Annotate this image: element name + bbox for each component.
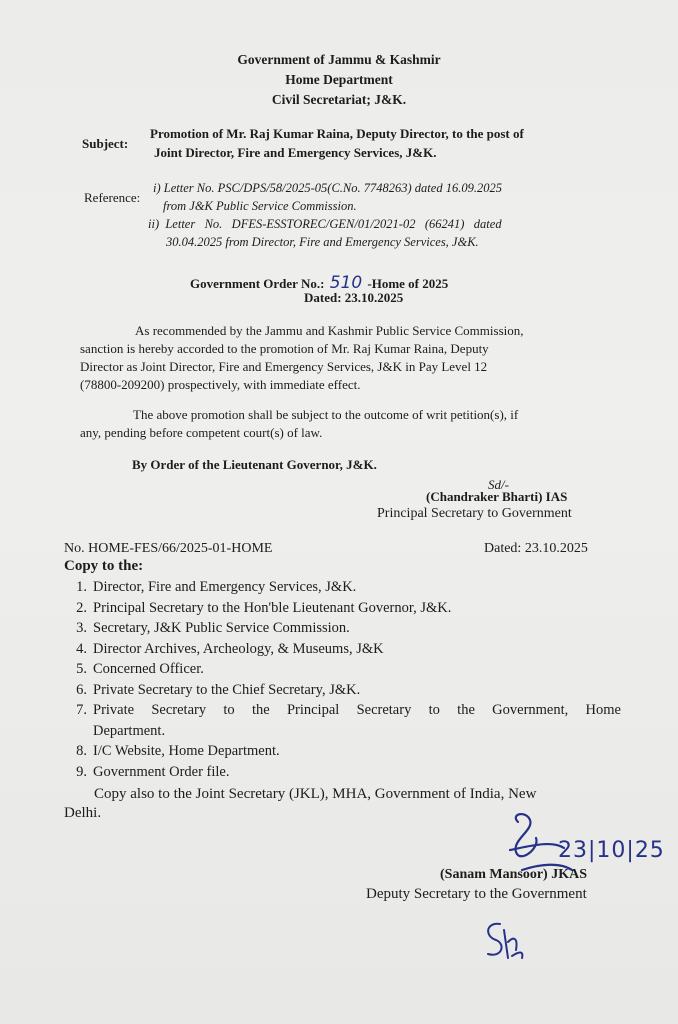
reference-item-1: i) Letter No. PSC/DPS/58/2025-05(C.No. 7748263) dated 16.09.2025 xyxy=(153,181,502,195)
signatory2-title: Deputy Secretary to the Government xyxy=(366,886,587,902)
header-department: Home Department xyxy=(285,72,393,87)
by-order-line: By Order of the Lieutenant Governor, J&K. xyxy=(132,457,377,472)
subject-line-2: Joint Director, Fire and Emergency Services, J&K. xyxy=(154,145,437,160)
signatory1-title: Principal Secretary to Government xyxy=(377,506,572,521)
list-item: 3. Secretary, J&K Public Service Commission. xyxy=(76,620,350,636)
signatory2-name: (Sanam Mansoor) JKAS xyxy=(440,867,588,882)
list-item: 1. Director, Fire and Emergency Services, J&K. xyxy=(76,579,357,595)
signatory1-name: (Chandraker Bharti) IAS xyxy=(426,489,568,504)
memo-number: No. HOME-FES/66/2025-01-HOME xyxy=(64,541,273,556)
subject-line-1: Promotion of Mr. Raj Kumar Raina, Deputy Director, to the post of xyxy=(150,126,524,141)
handwritten-initials xyxy=(478,918,528,964)
para2-line-1: The above promotion shall be subject to the outcome of writ petition(s), if xyxy=(133,407,519,422)
order-suffix: -Home of 2025 xyxy=(367,276,449,291)
order-handwritten-number: 510 xyxy=(329,273,363,293)
order-prefix: Government Order No.: xyxy=(190,276,325,291)
list-item: 9. Government Order file. xyxy=(76,763,230,780)
para1-line-1: As recommended by the Jammu and Kashmir Public Service Commission, xyxy=(135,323,524,338)
header-government: Government of Jammu & Kashmir xyxy=(237,52,441,67)
copy-also-line-1: Copy also to the Joint Secretary (JKL), MHA, Government of India, New xyxy=(94,786,537,802)
para1-line-2: sanction is hereby accorded to the promotion of Mr. Raj Kumar Raina, Deputy xyxy=(80,341,489,356)
list-item: 8. I/C Website, Home Department. xyxy=(76,743,280,759)
para2-line-2: any, pending before competent court(s) of law. xyxy=(80,425,323,440)
header-secretariat: Civil Secretariat; J&K. xyxy=(271,92,407,107)
list-item: 4. Director Archives, Archeology, & Museums, J&K xyxy=(76,640,384,657)
copy-list xyxy=(69,577,621,782)
copy-also-line-2: Delhi. xyxy=(64,805,102,821)
reference-label: Reference: xyxy=(84,190,141,205)
reference-item-2-cont: 30.04.2025 from Director, Fire and Emergency Services, J&K. xyxy=(166,235,479,249)
handwritten-date: 23|10|25 xyxy=(558,838,665,863)
order-dated: Dated: 23.10.2025 xyxy=(304,290,404,305)
signatory1-sd: Sd/- xyxy=(488,477,509,492)
para1-line-3: Director as Joint Director, Fire and Emergency Services, J&K in Pay Level 12 xyxy=(80,359,488,374)
list-item: 2. Principal Secretary to the Hon'ble Lieutenant Governor, J&K. xyxy=(76,599,452,616)
reference-item-2: ii) Letter No. DFES-ESSTOREC/GEN/01/2021-02 (66241) dated xyxy=(148,217,502,231)
list-item: 7. Private Secretary to the Principal Secretary to the Government, Home Department. xyxy=(76,702,621,739)
reference-item-1-cont: from J&K Public Service Commission. xyxy=(163,199,357,213)
list-item: 6. Private Secretary to the Chief Secretary, J&K. xyxy=(76,681,361,698)
subject-label: Subject: xyxy=(82,136,129,151)
list-item: 5. Concerned Officer. xyxy=(76,661,204,677)
memo-dated: Dated: 23.10.2025 xyxy=(484,541,588,556)
para1-line-4: (78800-209200) prospectively, with immediate effect. xyxy=(80,377,361,392)
copy-to-heading: Copy to the: xyxy=(64,558,144,574)
